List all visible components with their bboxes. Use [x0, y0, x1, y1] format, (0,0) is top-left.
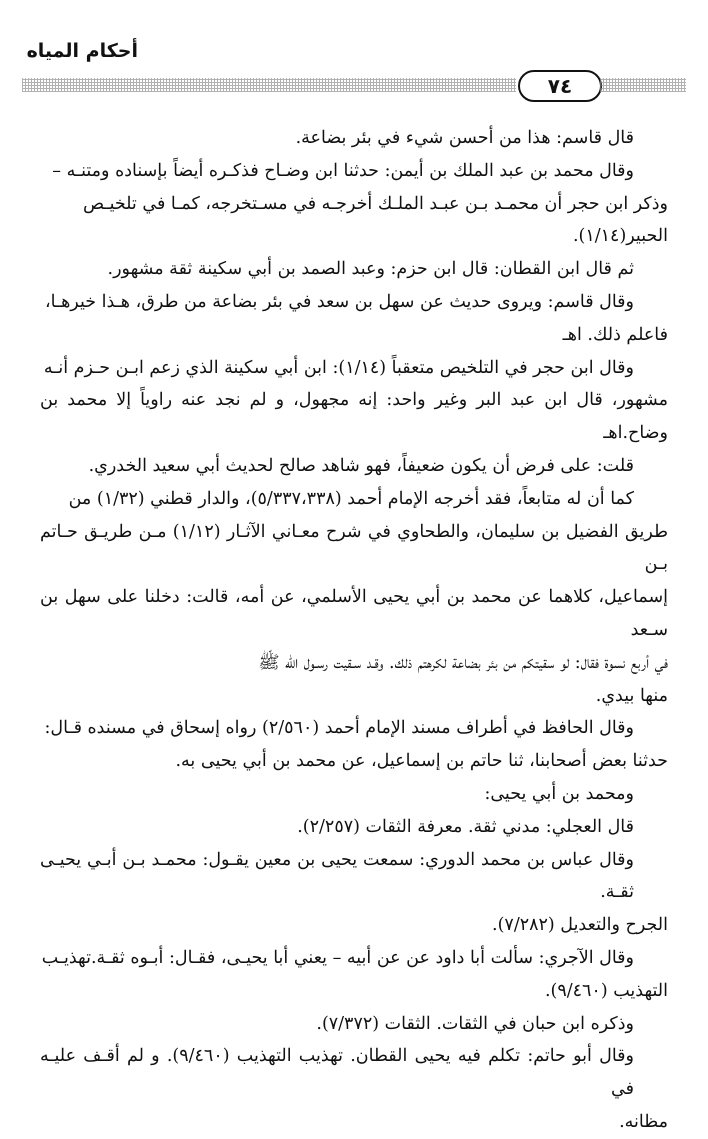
- text-line: كما أن له متابعاً، فقد أخرجه الإمام أحمد (٥/٣٣٧،٣٣٨)، والدار قطني (١/٣٢) من: [68, 488, 634, 509]
- page-header: [0, 0, 708, 120]
- text-line: وقال قاسم: ويروى حديث عن سهل بن سعد في بئر بضاعة من طرق، هـذا خيرهـا،: [44, 291, 634, 312]
- text-line: ومحمد بن أبي يحيى:: [484, 783, 634, 804]
- text-line: حدثنا بعض أصحابنا، ثنا حاتم بن إسماعيل، عن محمد بن أبي يحيى به.: [175, 751, 668, 772]
- text-line: وقال محمد بن عبد الملك بن أيمن: حدثنا ابن وضـاح فذكـره أيضاً بإسناده ومتنـه –: [52, 160, 634, 181]
- header-rule-left: [22, 78, 516, 92]
- text-line: منها بيدي.: [595, 685, 668, 706]
- text-line: وذكره ابن حبان في الثقات. الثقات (٧/٣٧٢).: [316, 1013, 634, 1034]
- page-number-badge: ٧٤: [518, 70, 602, 102]
- header-rule-right: [600, 78, 686, 92]
- text-line: قال قاسم: هذا من أحسن شيء في بئر بضاعة.: [295, 128, 634, 148]
- text-line: فاعلم ذلك. اهـ: [562, 324, 668, 345]
- text-line: التهذيب (٩/٤٦٠).: [544, 980, 668, 1001]
- text-line: في أربع نسوة فقال: لو سقيتكم من بئر بضاعة لكرهتم ذلك. وقـد سـقيت رسـول الله ﷺ: [258, 652, 668, 673]
- text-line: الجرح والتعديل (٧/٢٨٢).: [492, 915, 668, 936]
- text-line: وقال الآجري: سألت أبا داود عن عن أبيه – يعني أبا يحيـى، فقـال: أبـوه ثقـة.تهذيـب: [41, 947, 634, 968]
- text-line: وذكر ابن حجر أن محمـد بـن عبـد الملـك أخرجـه في مسـتخرجه، كمـا في تلخيـص: [83, 193, 668, 214]
- text-line: قال العجلي: مدني ثقة. معرفة الثقات (٢/٢٥٧).: [297, 816, 634, 837]
- text-line: وقال الحافظ في أطراف مسند الإمام أحمد (٢/٥٦٠) رواه إسحاق في مسنده قـال:: [44, 718, 634, 739]
- text-line: قلت: على فرض أن يكون ضعيفاً، فهو شاهد صالح لحديث أبي سعيد الخدري.: [88, 455, 634, 476]
- text-line: وقال أبو حاتم: تكلم فيه يحيى القطان. تهذيب التهذيب (٩/٤٦٠). و لم أقـف عليـه في: [40, 1046, 634, 1100]
- text-line: وقال ابن حجر في التلخيص متعقباً (١/١٤): ابن أبي سكينة الذي زعم ابـن حـزم أنـه: [43, 357, 634, 378]
- text-line: الحبير(١/١٤).: [572, 226, 668, 247]
- text-line: طريق الفضيل بن سليمان، والطحاوي في شرح معـاني الآثـار (١/١٢) مـن طريـق حـاتم بـن: [40, 521, 668, 575]
- text-line: ثم قال ابن القطان: قال ابن حزم: وعبد الصمد بن أبي سكينة ثقة مشهور.: [107, 259, 634, 280]
- text-line: مشهور، قال ابن عبد البر وغير واحد: إنه مجهول، و لم نجد عنه راوياً إلا محمد بن وضاح.اهـ: [40, 390, 668, 444]
- page-body: [40, 122, 668, 1139]
- text-line: وقال عباس بن محمد الدوري: سمعت يحيى بن معين يقـول: محمـد بـن أبـي يحيـى ثقـة.: [40, 849, 634, 903]
- book-title: أحكام المياه: [26, 40, 138, 62]
- text-line: إسماعيل، كلاهما عن محمد بن أبي يحيى الأسلمي، عن أمه، قالت: دخلنا على سهل بن سـعد: [40, 587, 668, 640]
- text-line: مظانه.: [619, 1111, 668, 1132]
